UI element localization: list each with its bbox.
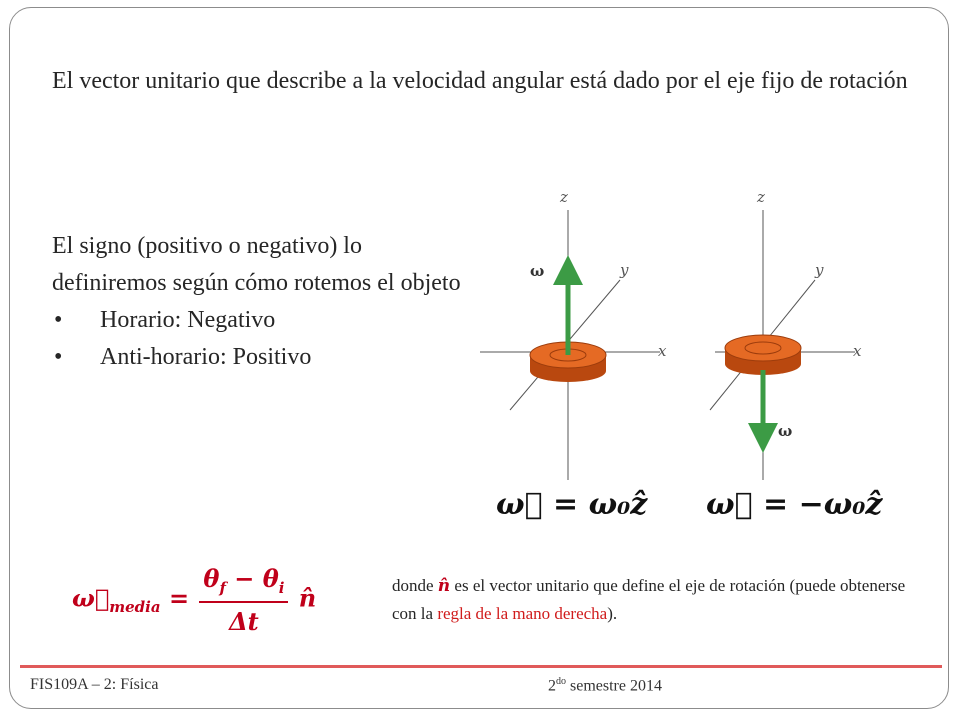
footer-course: FIS109A – 2: Física <box>30 676 159 693</box>
formula-equals: = <box>168 583 190 613</box>
semester-text: semestre 2014 <box>566 677 662 695</box>
note-suffix: ). <box>607 604 618 623</box>
theta-final: θ <box>203 564 220 593</box>
label-z: z <box>757 188 765 206</box>
semester-number: 2 <box>548 677 556 695</box>
sign-bullet-list <box>52 302 482 376</box>
equation-positive: ω⃗ = ω₀ẑ <box>496 487 648 522</box>
bullet-counterclockwise: • Anti-horario: Positivo <box>52 339 482 376</box>
equation-negative: ω⃗ = −ω₀ẑ <box>706 487 883 522</box>
formula-denominator: Δt <box>229 606 259 636</box>
label-x: x <box>658 342 667 360</box>
minus-sign: − <box>234 564 255 593</box>
sub-i: i <box>278 578 285 597</box>
semester-ordinal: do <box>556 676 566 687</box>
sign-rule-text: El signo (positivo o negativo) lo definiremos según cómo rotemos el objeto <box>52 233 461 296</box>
sub-f: f <box>219 578 226 597</box>
footer-divider <box>20 665 942 668</box>
mean-angular-velocity-formula <box>72 564 316 636</box>
diagram-clockwise <box>710 188 862 480</box>
label-y: y <box>815 261 824 279</box>
rotation-figure <box>470 180 910 480</box>
theta-initial: θ <box>262 564 279 593</box>
sign-rule-block <box>52 228 482 376</box>
label-omega: ω <box>530 262 545 280</box>
unit-vector-note <box>392 572 912 627</box>
footer-semester <box>548 676 662 695</box>
note-prefix: donde <box>392 576 438 595</box>
formula-unit-vector: n̂ <box>298 583 317 613</box>
note-middle: es el vector unitario que define el eje de rotación (puede obtenerse con la <box>392 576 906 623</box>
gear-icon <box>725 335 801 375</box>
note-symbol: n̂ <box>437 576 451 596</box>
label-z: z <box>560 188 568 206</box>
formula-numerator <box>199 564 288 603</box>
label-y: y <box>620 261 629 279</box>
formula-lhs-subscript: media <box>109 598 161 617</box>
label-x: x <box>853 342 862 360</box>
diagram-counterclockwise <box>480 188 667 480</box>
formula-lhs: ω⃗ <box>72 583 110 613</box>
label-omega: ω <box>778 422 793 440</box>
formula-fraction <box>199 564 288 636</box>
right-hand-rule-highlight: regla de la mano derecha <box>437 604 608 623</box>
bullet-clockwise: • Horario: Negativo <box>52 302 482 339</box>
intro-text: El vector unitario que describe a la velocidad angular está dado por el eje fijo de rotación <box>52 68 908 94</box>
